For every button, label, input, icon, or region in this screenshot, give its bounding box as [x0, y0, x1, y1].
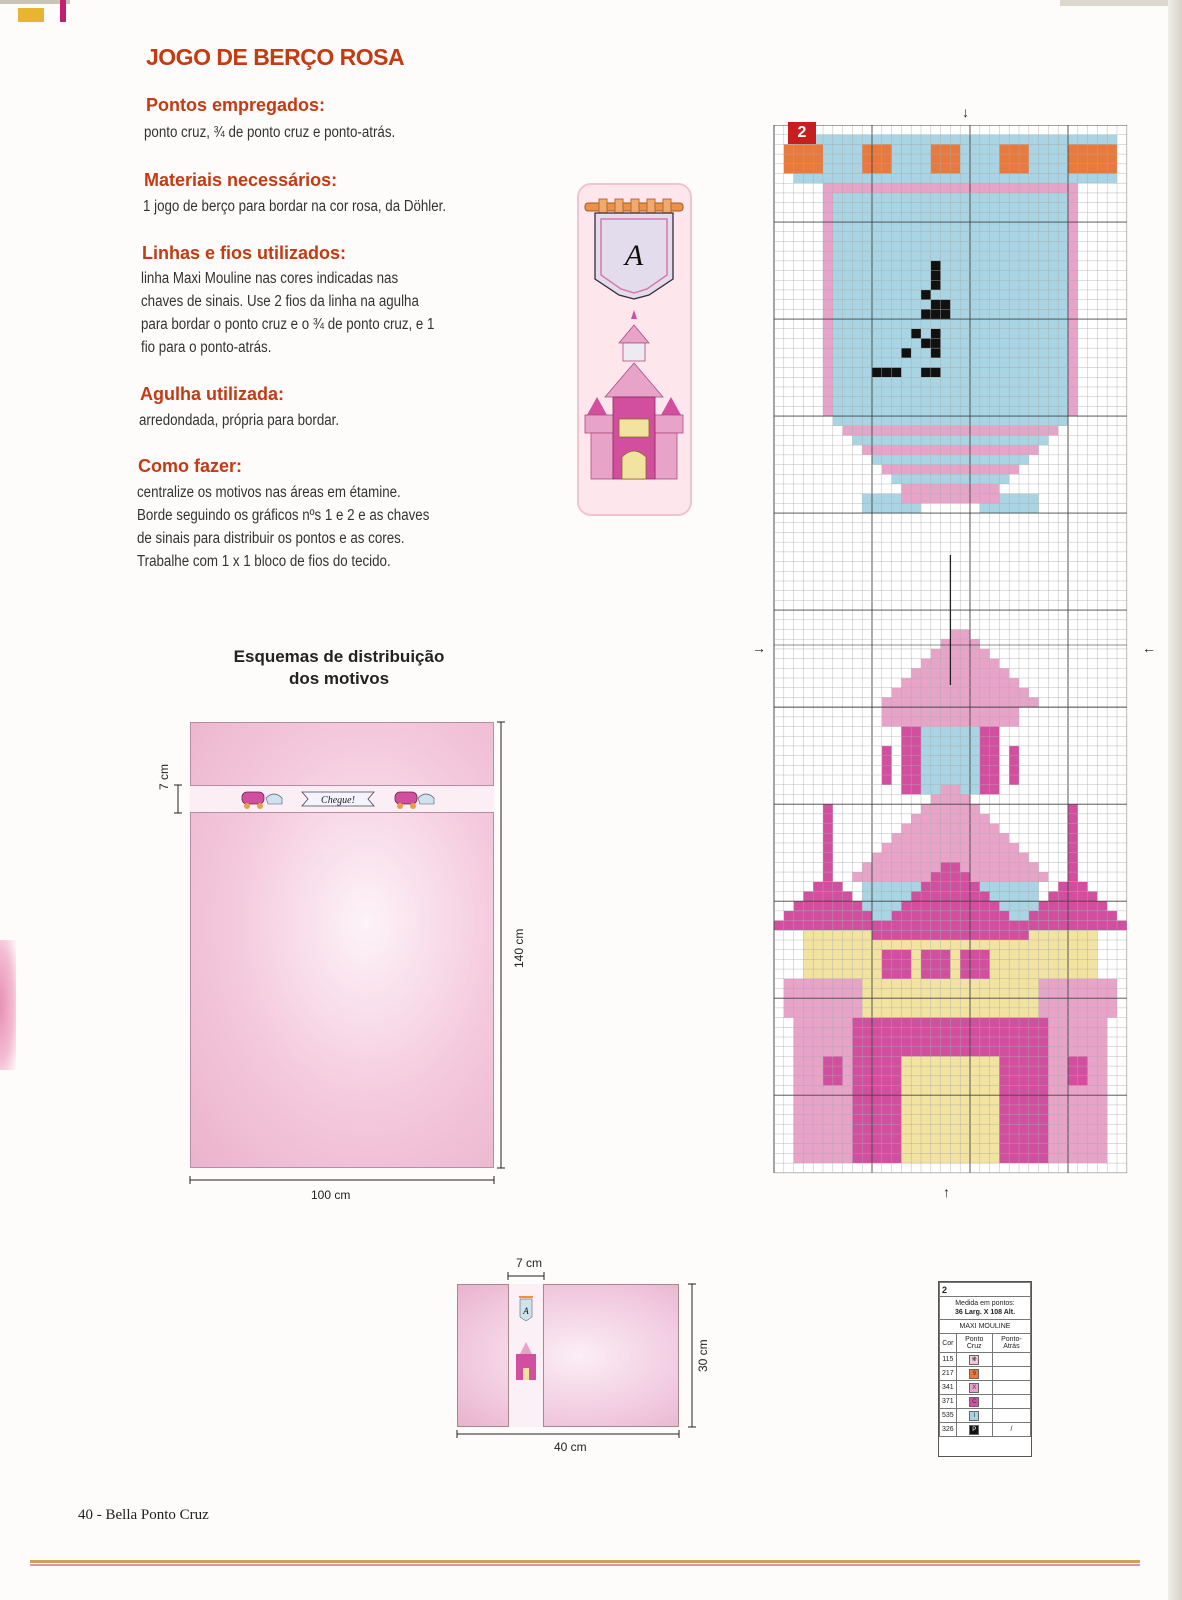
pillow-height-dimension: 30 cm — [696, 1339, 710, 1372]
legend-backstitch — [992, 1381, 1030, 1395]
center-arrow-left: → — [752, 640, 766, 656]
page-title: JOGO DE BERÇO ROSA — [146, 44, 405, 70]
legend-measure — [940, 1297, 1031, 1320]
embroidery-preview-illustration — [577, 183, 692, 516]
corner-decoration — [18, 8, 44, 22]
legend-color-code: 535 — [940, 1409, 957, 1423]
footer-rule — [30, 1560, 1140, 1563]
section-text: chaves de sinais. Use 2 fios da linha na agulha — [141, 293, 419, 310]
page-edge — [1168, 0, 1182, 1600]
sheet-dimension-lines — [160, 700, 520, 1200]
legend-row — [940, 1395, 1031, 1409]
section-text: de sinais para distribuir os pontos e as cores. — [137, 530, 405, 547]
section-text: Trabalhe com 1 x 1 bloco de fios do tecido. — [137, 553, 391, 570]
schematic-title-line: dos motivos — [288, 669, 390, 688]
legend-row — [940, 1353, 1031, 1367]
color-key-legend — [938, 1281, 1032, 1457]
legend-color-code: 341 — [940, 1381, 957, 1395]
legend-row — [940, 1409, 1031, 1423]
section-heading: Como fazer: — [138, 456, 243, 476]
section-text: arredondada, própria para bordar. — [139, 412, 340, 429]
sheet-height-dimension: 140 cm — [512, 928, 526, 968]
legend-color-code: 371 — [940, 1395, 957, 1409]
legend-swatch-cell — [956, 1409, 992, 1423]
section-text: 1 jogo de berço para bordar na cor rosa, da Döhler. — [143, 198, 447, 215]
legend-swatch-cell — [956, 1423, 992, 1437]
legend-backstitch — [992, 1395, 1030, 1409]
pillow-width-dimension: 40 cm — [554, 1440, 587, 1454]
section-heading: Materiais necessários: — [144, 170, 338, 190]
section-text: fio para o ponto-atrás. — [141, 339, 272, 356]
legend-col-ponto-atras: Ponto-Atrás — [992, 1334, 1030, 1353]
pillow-letter: A — [523, 1306, 529, 1316]
legend-brand: MAXI MOULINE — [940, 1320, 1031, 1334]
section-heading: Agulha utilizada: — [140, 384, 284, 404]
center-arrow-bottom: ↑ — [943, 1184, 950, 1200]
legend-row — [940, 1367, 1031, 1381]
legend-swatch-cell — [956, 1381, 992, 1395]
legend-backstitch — [992, 1409, 1030, 1423]
sheet-band-dimension: 7 cm — [157, 763, 171, 790]
legend-color-code: 115 — [940, 1353, 957, 1367]
section-text: centralize os motivos nas áreas em étamine. — [137, 484, 401, 501]
section-text: ponto cruz, ¾ de ponto cruz e ponto-atrás. — [144, 124, 396, 141]
legend-measure-line: Medida em pontos: — [955, 1300, 1015, 1307]
corner-decoration — [60, 0, 66, 22]
schematic-title-line: Esquemas de distribuição — [233, 647, 445, 666]
schematic-title — [202, 646, 476, 690]
legend-backstitch — [992, 1353, 1030, 1367]
preview-letter: A — [624, 239, 644, 272]
legend-swatch: X — [969, 1383, 979, 1393]
legend-row — [940, 1381, 1031, 1395]
legend-col-cor: Cor — [940, 1334, 957, 1353]
band-text: Chegue! — [321, 795, 355, 806]
section-heading: Pontos empregados: — [146, 95, 326, 115]
center-arrow-right: ← — [1142, 640, 1156, 656]
page-footer: 40 - Bella Ponto Cruz — [78, 1507, 209, 1523]
section-heading: Linhas e fios utilizados: — [142, 243, 347, 263]
section-text: Borde seguindo os gráficos nºs 1 e 2 e as chaves — [137, 507, 430, 524]
sheet-width-dimension: 100 cm — [311, 1188, 351, 1202]
cross-stitch-chart — [764, 125, 1132, 1187]
page-edge — [1060, 0, 1182, 6]
legend-color-code: 326 — [940, 1423, 957, 1437]
legend-swatch-cell — [956, 1395, 992, 1409]
yarn-decoration — [0, 940, 16, 1070]
legend-measure-line: 36 Larg. X 108 Alt. — [954, 1309, 1016, 1316]
footer-rule — [30, 1564, 1140, 1566]
legend-backstitch: / — [992, 1423, 1030, 1437]
legend-swatch: C — [969, 1397, 979, 1407]
section-text: linha Maxi Mouline nas cores indicadas nas — [141, 270, 399, 287]
pillow-band-dimension: 7 cm — [516, 1256, 543, 1270]
legend-swatch: I — [969, 1411, 979, 1421]
legend-col-ponto-cruz: Ponto Cruz — [956, 1334, 992, 1353]
legend-swatch: 9 — [969, 1369, 979, 1379]
legend-swatch-cell — [956, 1353, 992, 1367]
legend-swatch-cell — [956, 1367, 992, 1381]
center-arrow-top: ↓ — [962, 104, 969, 120]
legend-swatch: ❋ — [969, 1355, 979, 1365]
legend-swatch: P — [969, 1425, 979, 1435]
section-text: para bordar o ponto cruz e o ¾ de ponto cruz, e 1 — [141, 316, 435, 333]
legend-row — [940, 1423, 1031, 1437]
pillow-dimension-lines — [440, 1258, 700, 1458]
legend-number: 2 — [940, 1283, 1031, 1297]
chart-number-badge: 2 — [788, 122, 816, 144]
legend-color-code: 217 — [940, 1367, 957, 1381]
legend-backstitch — [992, 1367, 1030, 1381]
